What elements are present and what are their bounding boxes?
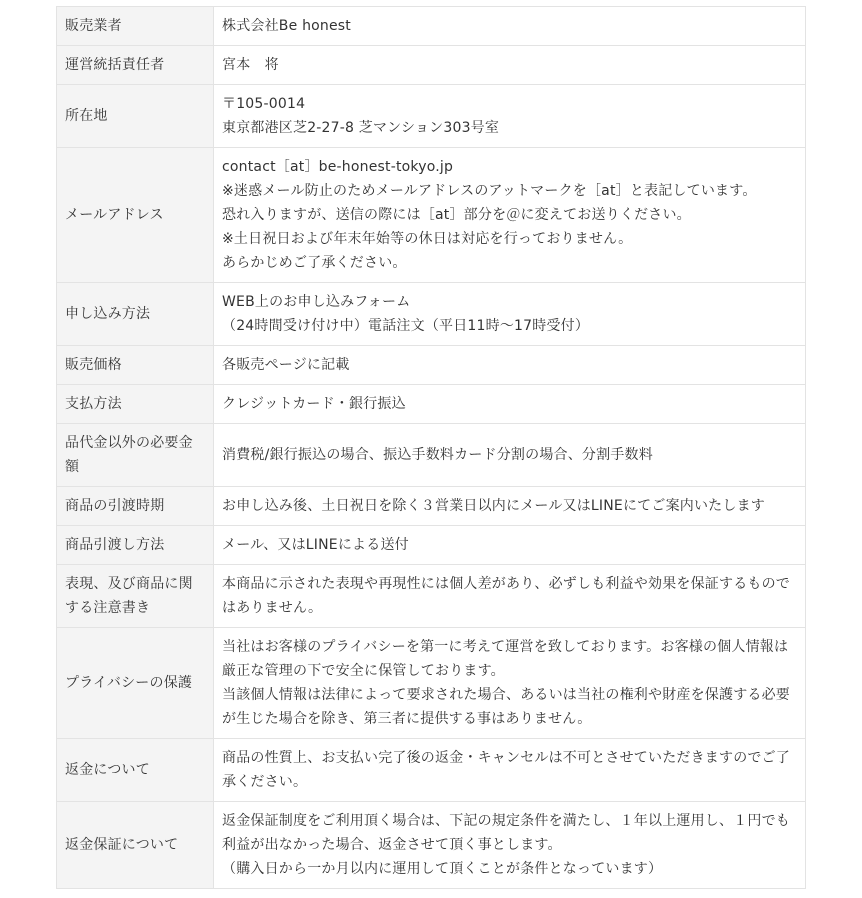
- table-row: [57, 628, 806, 739]
- value-line: （購入日から一か月以内に運用して頂くことが条件となっています）: [222, 861, 663, 877]
- table-row: [57, 148, 806, 283]
- row-value: [214, 628, 806, 739]
- value-line: 恐れ入りますが、送信の際には［at］部分を＠に変えてお送りください。: [222, 207, 691, 223]
- row-label: 販売業者: [57, 7, 214, 46]
- value-line: お申し込み後、土日祝日を除く３営業日以内にメール又はLINEにてご案内いたします: [222, 498, 765, 514]
- row-label: 支払方法: [57, 385, 214, 424]
- row-value: [214, 7, 806, 46]
- table-row: [57, 85, 806, 148]
- value-line: ※土日祝日および年末年始等の休日は対応を行っておりません。: [222, 231, 633, 247]
- value-line: 当社はお客様のプライバシーを第一に考えて運営を致しております。お客様の個人情報は厳正な管理の下で安全に保管しております。: [222, 639, 789, 679]
- row-value: [214, 148, 806, 283]
- value-line: 消費税/銀行振込の場合、振込手数料カード分割の場合、分割手数料: [222, 447, 653, 463]
- row-label: 所在地: [57, 85, 214, 148]
- row-value: [214, 46, 806, 85]
- value-line: 当該個人情報は法律によって要求された場合、あるいは当社の権利や財産を保護する必要が生じた場合を除き、第三者に提供する事はありません。: [222, 687, 790, 727]
- row-value: [214, 85, 806, 148]
- table-row: [57, 739, 806, 802]
- value-line: 宮本 将: [222, 57, 279, 73]
- value-line: 商品の性質上、お支払い完了後の返金・キャンセルは不可とさせていただきますのでご了承ください。: [222, 750, 790, 790]
- table-row: [57, 565, 806, 628]
- value-line: 本商品に示された表現や再現性には個人差があり、必ずしも利益や効果を保証するものではありません。: [222, 576, 790, 616]
- value-line: （24時間受け付け中）電話注文（平日11時～17時受付）: [222, 318, 590, 334]
- row-value: [214, 346, 806, 385]
- row-label: プライバシーの保護: [57, 628, 214, 739]
- email-address: contact［at］be-honest-tokyo.jp: [222, 159, 454, 175]
- value-line: WEB上のお申し込みフォーム: [222, 294, 411, 310]
- row-value: [214, 385, 806, 424]
- table-row: [57, 526, 806, 565]
- table-row: [57, 802, 806, 889]
- row-label: 販売価格: [57, 346, 214, 385]
- value-line: クレジットカード・銀行振込: [222, 396, 406, 412]
- value-line: ※迷惑メール防止のためメールアドレスのアットマークを［at］と表記しています。: [222, 183, 757, 199]
- table-row: [57, 283, 806, 346]
- row-value: [214, 739, 806, 802]
- value-line: 〒105-0014: [222, 96, 306, 112]
- legal-info-container: [56, 6, 806, 889]
- row-value: [214, 565, 806, 628]
- row-value: [214, 802, 806, 889]
- row-label: 商品引渡し方法: [57, 526, 214, 565]
- row-label: 商品の引渡時期: [57, 487, 214, 526]
- row-label: 返金保証について: [57, 802, 214, 889]
- value-line: メール、又はLINEによる送付: [222, 537, 409, 553]
- row-label: メールアドレス: [57, 148, 214, 283]
- row-label: 品代金以外の必要金額: [57, 424, 214, 487]
- table-row: [57, 7, 806, 46]
- table-row: [57, 487, 806, 526]
- row-label: 返金について: [57, 739, 214, 802]
- table-row: [57, 424, 806, 487]
- value-line: 株式会社Be honest: [222, 18, 351, 34]
- row-value: [214, 487, 806, 526]
- legal-info-table: [56, 6, 806, 889]
- row-value: [214, 283, 806, 346]
- legal-info-table-body: [57, 7, 806, 889]
- row-value: [214, 526, 806, 565]
- table-row: [57, 346, 806, 385]
- row-label: 表現、及び商品に関する注意書き: [57, 565, 214, 628]
- value-line: 返金保証制度をご利用頂く場合は、下記の規定条件を満たし、１年以上運用し、１円でも利益が出なかった場合、返金させて頂く事とします。: [222, 813, 790, 853]
- row-label: 運営統括責任者: [57, 46, 214, 85]
- value-line: あらかじめご了承ください。: [222, 255, 407, 271]
- value-line: 東京都港区芝2-27-8 芝マンション303号室: [222, 120, 500, 136]
- value-line: 各販売ページに記載: [222, 357, 350, 373]
- table-row: [57, 46, 806, 85]
- row-value: [214, 424, 806, 487]
- table-row: [57, 385, 806, 424]
- row-label: 申し込み方法: [57, 283, 214, 346]
